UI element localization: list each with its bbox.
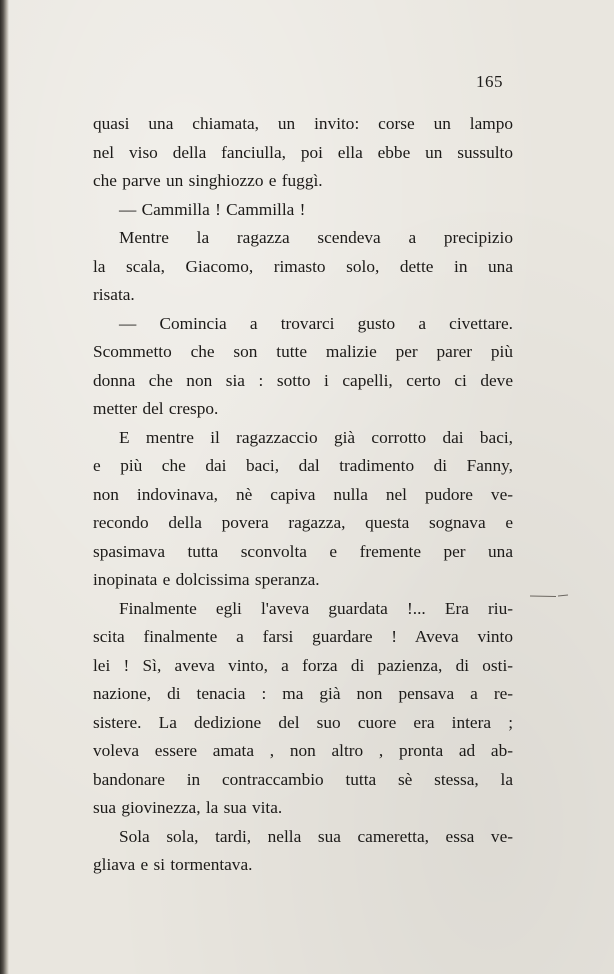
text-line: la scala, Giacomo, rimasto solo, dette in una	[93, 256, 513, 276]
text-line: Scommetto che son tutte malizie per parer più	[93, 342, 513, 361]
page-number: 165	[476, 72, 503, 91]
text-line: donna che non sia : sotto i capelli, certo ci deve	[93, 370, 513, 390]
text-line: quasi una chiamata, un invito: corse un lampo	[93, 114, 513, 133]
body-text	[93, 110, 513, 880]
text-line: recondo della povera ragazza, questa sognava e	[93, 513, 513, 532]
text-line: Mentre la ragazza scendeva a precipizio	[119, 228, 513, 247]
text-line: non indovinava, nè capiva nulla nel pudore ve-	[93, 484, 513, 504]
margin-pencil-mark	[530, 594, 570, 598]
text-line: E mentre il ragazzaccio già corrotto dai baci,	[119, 427, 513, 447]
text-line: lei ! Sì, aveva vinto, a forza di pazienza, di osti-	[93, 655, 513, 675]
text-line: risata.	[93, 285, 135, 304]
text-line: nazione, di tenacia : ma già non pensava a re-	[93, 684, 513, 703]
text-line: gliava e si tormentava.	[93, 855, 253, 874]
text-line: che parve un singhiozzo e fuggì.	[93, 171, 323, 190]
text-line: nel viso della fanciulla, poi ella ebbe un sussulto	[93, 142, 513, 162]
text-line: sua giovinezza, la sua vita.	[93, 798, 283, 817]
text-line: sistere. La dedizione del suo cuore era intera ;	[93, 712, 513, 732]
text-line: spasimava tutta sconvolta e fremente per una	[93, 541, 513, 561]
text-line: — Cammilla ! Cammilla !	[119, 199, 306, 219]
text-line: inopinata e dolcissima speranza.	[93, 570, 320, 589]
text-line: metter del crespo.	[93, 399, 219, 418]
text-line: — Comincia a trovarci gusto a civettare.	[119, 313, 513, 333]
page-binding-edge	[0, 0, 9, 974]
text-line: e più che dai baci, dal tradimento di Fanny,	[93, 456, 513, 475]
text-line: Sola sola, tardi, nella sua cameretta, essa ve-	[119, 826, 513, 846]
text-line: voleva essere amata , non altro , pronta ad ab-	[93, 741, 513, 760]
text-line: Finalmente egli l'aveva guardata !... Era riu-	[119, 598, 513, 618]
text-line: scita finalmente a farsi guardare ! Aveva vinto	[93, 627, 513, 646]
text-line: bandonare in contraccambio tutta sè stessa, la	[93, 769, 513, 789]
